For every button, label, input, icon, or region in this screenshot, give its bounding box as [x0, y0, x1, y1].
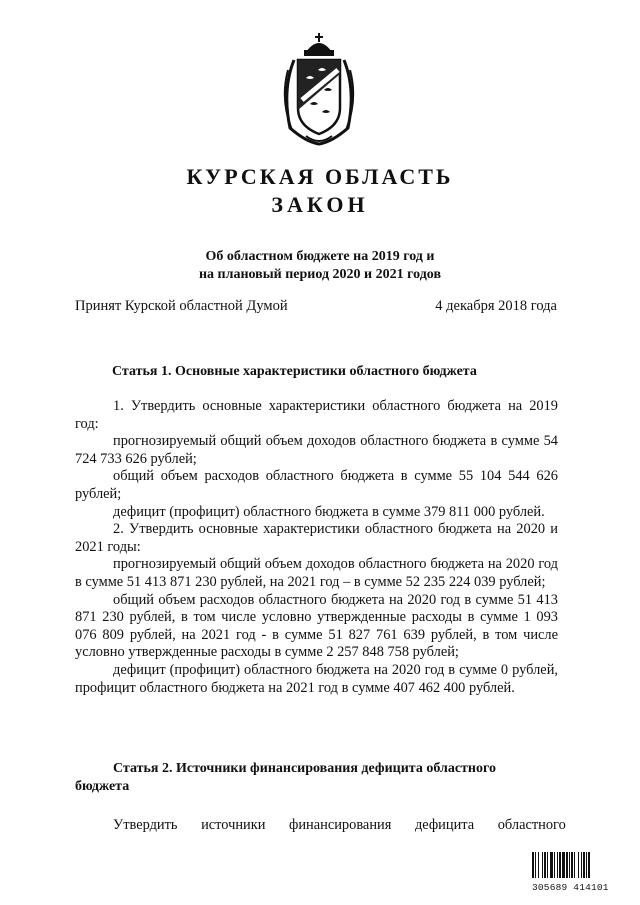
- law-subject-line: Об областном бюджете на 2019 год и: [205, 249, 435, 264]
- article-2-heading: [75, 760, 558, 796]
- article-2-heading-text: Статья 2. Источники финансирования дефицита областного: [113, 761, 497, 776]
- article-paragraph: 1. Утвердить основные характеристики областного бюджета на 2019 год:: [75, 398, 558, 432]
- law-title: ЗАКОН: [271, 192, 369, 217]
- law-subject-line: на плановый период 2020 и 2021 годов: [198, 267, 442, 282]
- barcode-number: 305689 414101: [532, 882, 609, 893]
- article-2-word: источники: [201, 817, 266, 833]
- adoption-date: 4 декабря 2018 года: [435, 298, 557, 314]
- article-paragraph: дефицит (профицит) областного бюджета в сумме 379 811 000 рублей.: [113, 503, 545, 520]
- article-2-first-line: [75, 816, 566, 834]
- article-paragraph: общий объем расходов областного бюджета в сумме 55 104 544 626 рублей;: [75, 468, 558, 502]
- article-1-heading: Статья 1. Основные характеристики областного бюджета: [112, 364, 477, 379]
- law-subject: [0, 248, 640, 284]
- region-title: КУРСКАЯ ОБЛАСТЬ: [186, 164, 454, 189]
- article-2-word: финансирования: [289, 817, 392, 833]
- article-1-body: [75, 398, 558, 697]
- adopted-by: Принят Курской областной Думой: [75, 298, 288, 314]
- article-paragraph: прогнозируемый общий объем доходов областного бюджета в сумме 54 724 733 626 рублей;: [75, 433, 558, 467]
- article-2-word: дефицита: [414, 817, 475, 833]
- article-2-word: Утвердить: [113, 817, 178, 833]
- barcode-bars: [532, 852, 620, 878]
- document-barcode: [532, 852, 622, 893]
- article-2-heading-tail: бюджета: [75, 779, 130, 794]
- article-paragraph: дефицит (профицит) областного бюджета на 2020 год в сумме 0 рублей, профицит областного бюджета на 2021 год в сумме 407 462 400 рублей.: [75, 661, 558, 696]
- coat-of-arms-emblem: [276, 30, 362, 146]
- article-paragraph: 2. Утвердить основные характеристики областного бюджета на 2020 и 2021 годы:: [75, 521, 558, 555]
- article-paragraph: общий объем расходов областного бюджета на 2020 год в сумме 51 413 871 230 рублей, в том числе условно утвержденные расходы в сумме 1 093 076 809 рублей, на 2021 год - в сумме 51 827 761 639 рублей, в том числе условно утвержденные расходы в сумме 2 257 848 758 рублей;: [75, 591, 558, 661]
- article-2-word: областного: [497, 817, 566, 833]
- article-paragraph: прогнозируемый общий объем доходов областного бюджета на 2020 год в сумме 51 413 871 230 рублей, на 2021 год – в сумме 52 235 224 039 рублей;: [75, 556, 558, 590]
